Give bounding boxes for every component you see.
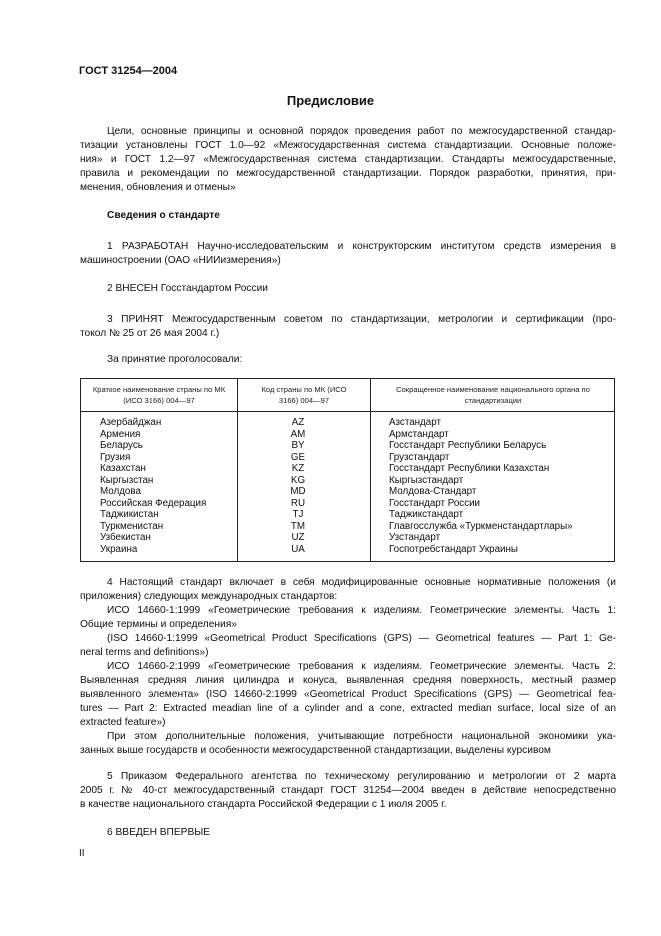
- item-5-line: в качестве национального стандарта Российской Федерации с 1 июля 2005 г.: [80, 799, 447, 810]
- table-row: [81, 498, 614, 510]
- page-title: Предисловие: [286, 93, 375, 108]
- item-4-line: Общие термины и определения»: [80, 619, 237, 630]
- item-5-line: 5 Приказом Федерального агентства по техническому регулированию и метрологии от 2 марта: [107, 771, 616, 782]
- item-5-line: 2005 г. № 40-ст межгосударственный стандарт ГОСТ 31254—2004 введен в действие непосредственно: [80, 785, 616, 796]
- code-cell: UA: [291, 543, 305, 555]
- body-cell: Узстандарт: [389, 532, 441, 543]
- item-4-line: При этом дополнительные положения, учитывающие потребности национальной экономики ука-: [107, 731, 616, 742]
- table-row: [81, 463, 614, 475]
- body-cell: Госстандарт Республики Беларусь: [389, 440, 547, 451]
- item-4-line: приложения) следующих международных стандартов:: [80, 591, 338, 602]
- table-header-body: Сокращенное наименование национального органа по стандартизации: [396, 385, 590, 405]
- country-cell: Украина: [100, 543, 138, 555]
- section-heading: Сведения о стандарте: [107, 210, 220, 221]
- item-5: [80, 770, 616, 812]
- body-cell: Госстандарт России: [389, 497, 481, 509]
- table-row: [81, 532, 614, 544]
- country-cell: Туркменистан: [100, 520, 164, 532]
- body-cell: Госстандарт Республики Казахстан: [389, 463, 550, 474]
- item-4-line: ИСО 14660-1:1999 «Геометрические требования к изделиям. Геометрические элементы. Часть 1:: [107, 605, 616, 616]
- item-4-line: (ISO 14660-1:1999 «Geometrical Product Specifications (GPS) — Geometrical features — Part 1: Ge-: [107, 633, 616, 644]
- intro-line: ния» и ГОСТ 1.2—97 «Межгосударственная система стандартизации. Стандарты межгосударственные,: [80, 154, 616, 165]
- code-cell: MD: [290, 486, 306, 497]
- item-4-line: 4 Настоящий стандарт включает в себя модифицированные основные нормативные положения (и: [107, 577, 616, 588]
- table-row: [81, 452, 614, 464]
- table-row: [81, 486, 614, 498]
- code-cell: GE: [290, 451, 306, 463]
- code-cell: BY: [291, 440, 305, 451]
- code-cell: RU: [290, 497, 306, 509]
- body-cell: Азстандарт: [389, 417, 441, 428]
- body-cell: Армстандарт: [389, 428, 449, 440]
- country-cell: Кыргызстан: [100, 474, 154, 486]
- table-header-country: Краткое наименование страны по МК (ИСО 3166) 004—97: [92, 385, 226, 405]
- intro-line: менения, обновления и отмены»: [80, 182, 236, 193]
- item-4-line: extracted feature»): [80, 717, 166, 728]
- table-header-code: Код страны по МК (ИСО 3166) 004—97: [261, 385, 347, 405]
- document-header: ГОСТ 31254—2004: [79, 65, 178, 77]
- item-1: [80, 240, 616, 268]
- intro-line: правила и рекомендации по межгосударственной стандартизации. Порядок разработки, принятия, при-: [80, 168, 616, 179]
- country-cell: Армения: [100, 428, 141, 440]
- item-3: [80, 313, 616, 341]
- item-1-line: 1 РАЗРАБОТАН Научно-исследовательским и конструкторским институтом средств измерения в: [107, 241, 616, 252]
- country-cell: Казахстан: [100, 463, 146, 474]
- country-cell: Российская Федерация: [100, 497, 207, 509]
- item-4-line: выявленного элемента» (ISO 14660-2:1999 «Geometrical Product Specifications (GPS) — Geometrical fea-: [80, 689, 616, 700]
- code-cell: AM: [290, 428, 306, 440]
- item-4-line: ИСО 14660-2:1999 «Геометрические требования к изделиям. Геометрические элементы. Часть 2:: [107, 661, 616, 672]
- country-cell: Азербайджан: [100, 417, 162, 428]
- voting-table: [80, 378, 615, 562]
- item-2: 2 ВНЕСЕН Госстандартом России: [107, 283, 268, 294]
- code-cell: UZ: [291, 532, 305, 543]
- table-row: [81, 475, 614, 487]
- intro-line: тизации установлены ГОСТ 1.0—92 «Межгосударственная система стандартизации. Основные положе-: [80, 140, 616, 151]
- code-cell: TJ: [292, 509, 304, 520]
- country-cell: Молдова: [100, 486, 141, 497]
- country-cell: Таджикистан: [100, 509, 159, 520]
- code-cell: AZ: [291, 417, 305, 428]
- code-cell: TM: [290, 520, 306, 532]
- country-cell: Грузия: [100, 451, 131, 463]
- table-row: [81, 544, 614, 556]
- country-cell: Узбекистан: [100, 532, 151, 543]
- page-number: II: [79, 848, 85, 859]
- item-4-line: tures — Part 2: Extracted meadian line of a cylinder and a cone, extracted median surface, local size of an: [80, 703, 616, 714]
- table-row: [81, 429, 614, 441]
- table-row: [81, 417, 614, 429]
- body-cell: Кыргызстандарт: [389, 474, 464, 486]
- body-cell: Главгосслужба «Туркменстандартлары»: [389, 520, 573, 532]
- item-6: 6 ВВЕДЕН ВПЕРВЫЕ: [107, 827, 211, 838]
- body-cell: Таджикстандарт: [389, 509, 464, 520]
- table-row: [81, 521, 614, 533]
- body-cell: Госпотребстандарт Украины: [389, 543, 518, 555]
- country-cell: Беларусь: [100, 440, 143, 451]
- item-4-line: занных выше государств и особенности межгосударственной стандартизации, выделены курсивом: [80, 745, 551, 756]
- intro-line: Цели, основные принципы и основной порядок проведения работ по межгосударственной стандар-: [107, 126, 616, 137]
- body-cell: Грузстандарт: [389, 451, 450, 463]
- item-4-line: neral terms and definitions»): [80, 647, 209, 658]
- item-1-line: машиностроении (ОАО «НИИизмерения»): [80, 255, 281, 266]
- voted-label: За принятие проголосовали:: [107, 354, 243, 365]
- code-cell: KZ: [291, 463, 305, 474]
- intro-paragraph: [80, 125, 616, 195]
- table-row: [81, 440, 614, 452]
- code-cell: KG: [290, 474, 306, 486]
- table-body: [81, 417, 614, 555]
- table-row: [81, 509, 614, 521]
- item-4-line: Выявленная средняя линия цилиндра и конуса, выявленная средняя поверхность, местный размер: [80, 675, 616, 686]
- item-3-line: 3 ПРИНЯТ Межгосударственным советом по стандартизации, метрологии и сертификации (про-: [107, 314, 616, 325]
- body-cell: Молдова-Стандарт: [389, 486, 477, 497]
- table-header-rule: [81, 411, 614, 412]
- item-4: [80, 576, 616, 758]
- item-3-line: токол № 25 от 26 мая 2004 г.): [80, 328, 220, 339]
